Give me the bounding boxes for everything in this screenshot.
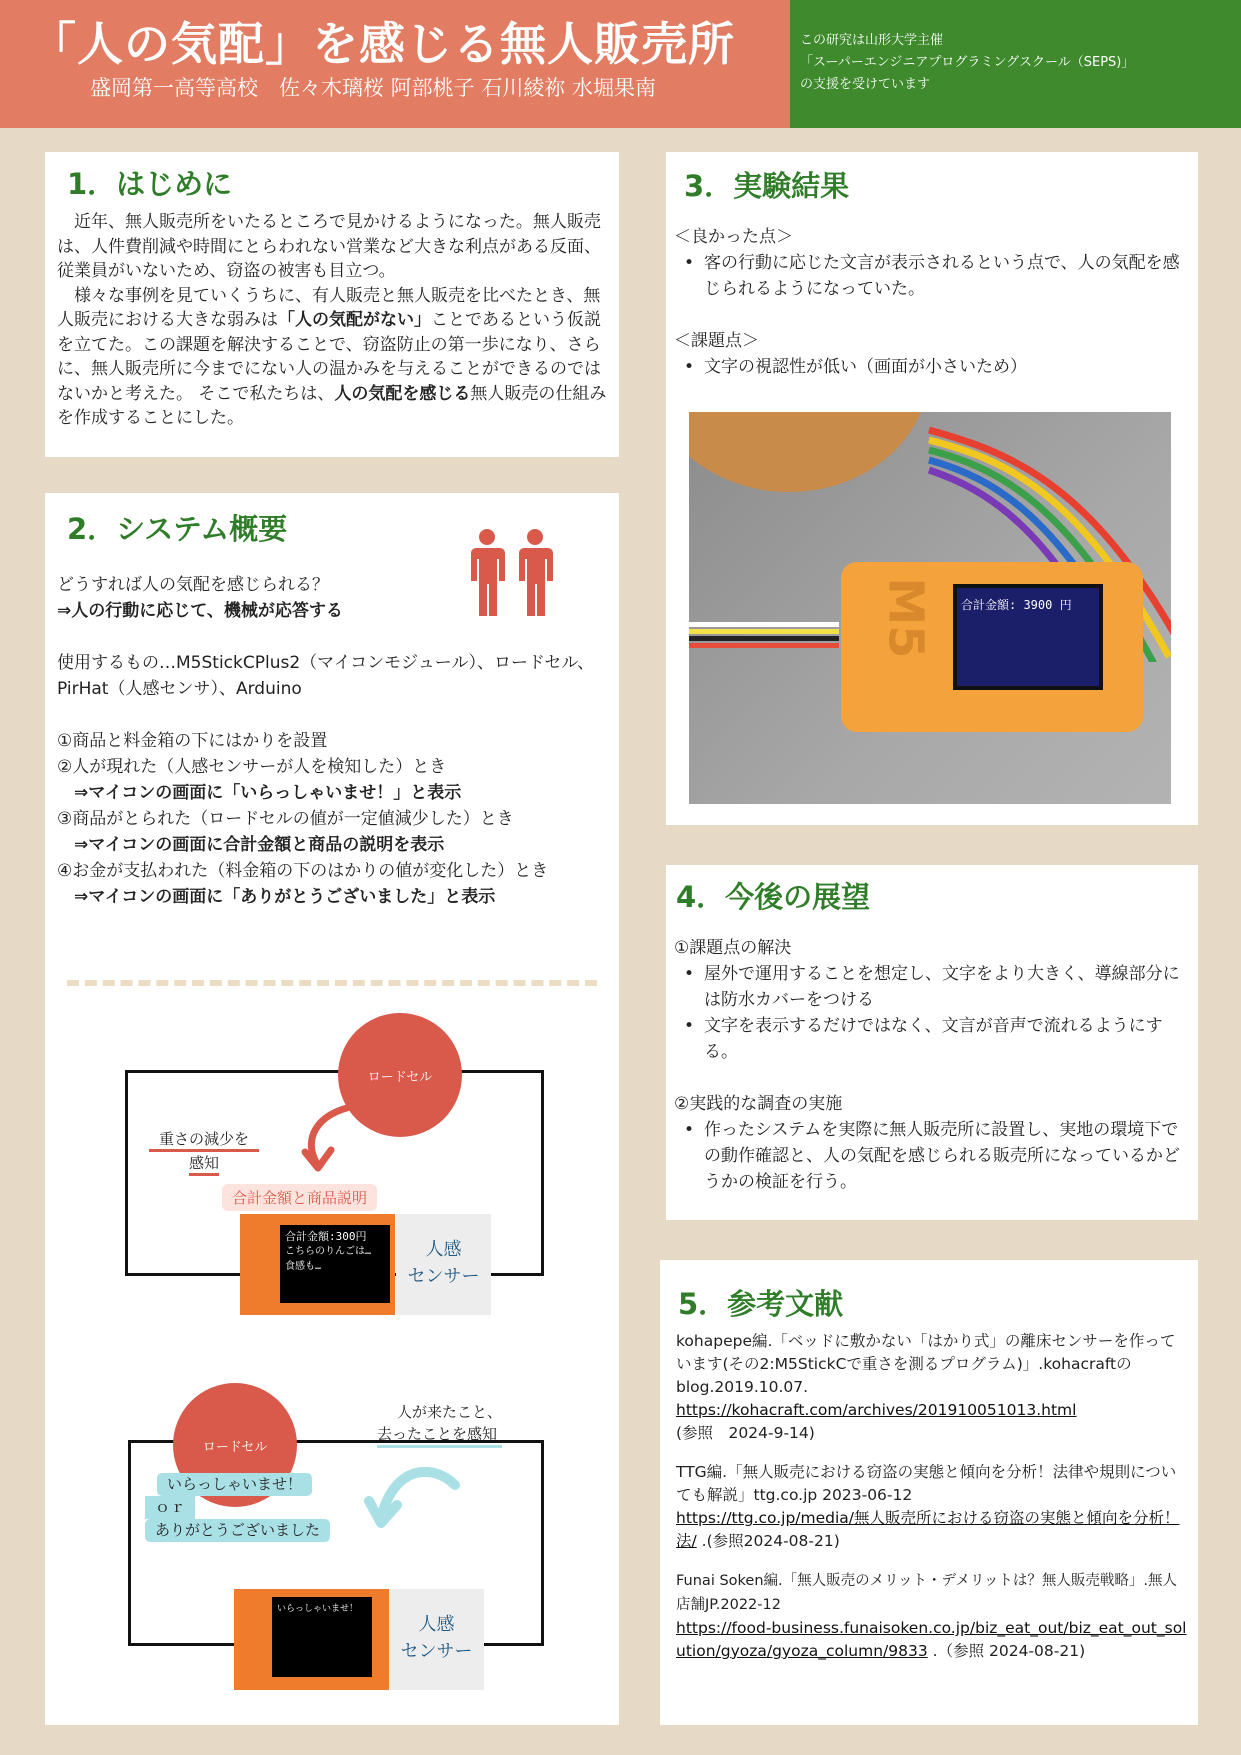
results-panel [666, 152, 1198, 825]
intro-paragraph-2: 様々な事例を見ていくうちに、有人販売と無人販売を比べたとき、無人販売における大きな弱みは「人の気配がない」ことであるという仮説を立てた。この課題を解決することで、窃盗防止の第一歩になり、さらに、無人販売所に今までにない人の温かみを与えることができるのではないかと考えた。 そこで私たちは、人の気配を感じる無人販売の仕組みを作成することにした。 [57, 285, 607, 428]
intro-title: 1．はじめに [67, 167, 233, 201]
cable [689, 622, 839, 648]
step-2: ②人が現れた（人感センサーが人を検知した）とき [57, 757, 447, 777]
good-point: • 客の行動に応じた文言が表示されるという点で、人の気配を感じられるようになっていた。 [684, 253, 1180, 299]
intro-body [57, 210, 607, 431]
loadcell-circle: ロードセル [338, 1013, 462, 1137]
future-point-3: • 作ったシステムを実際に無人販売所に設置し、実地の環境下での動作確認と、人の気配を感じられる販売所になっているかどうかの検証を行う。 [684, 1120, 1180, 1192]
m5-device-2 [234, 1589, 389, 1690]
future-panel [666, 865, 1198, 1220]
support-banner [790, 0, 1241, 128]
future-point-1: • 屋外で運用することを想定し、文字をより大きく、導線部分には防水カバーをつける [684, 964, 1180, 1010]
results-body [674, 224, 1189, 380]
reference-3-link[interactable]: https://food-business.funaisoken.co.jp/biz_eat_out/biz_eat_out_solution/gyoza/gyoza_column/9833 [676, 1619, 1187, 1660]
system-title: 2．システム概要 [67, 512, 288, 546]
references-title: 5．参考文献 [678, 1287, 844, 1321]
issue-heading: ＜課題点＞ [674, 331, 759, 351]
divider [67, 980, 597, 986]
m5stick-device [841, 562, 1143, 732]
support-line-3: の支援を受けています [800, 77, 931, 92]
reference-2: TTG編.「無人販売における窃盗の実態と傾向を分析！法律や規則についても解説」ttg.co.jp 2023-06-12 https://ttg.co.jp/media/無人販売所における窃盗の実態と傾向を分析！法/ .(参照2024-08-21) [676, 1463, 1180, 1550]
future-heading-2: ②実践的な調査の実施 [674, 1094, 843, 1114]
system-panel [45, 493, 619, 1725]
reference-3: Funai Soken編.「無人販売のメリット・デメリットは？無人販売戦略」.無人店舗JP.2022-12 https://food-business.funaisoken.co.jp/biz_eat_out/biz_eat_out_solution/gyoza/gyoza_column/9833 .（参照 2024-08-21) [676, 1573, 1187, 1660]
poster-title: 「人の気配」を感じる無人販売所 [30, 17, 735, 71]
m5-device [240, 1214, 395, 1315]
system-body [57, 572, 607, 910]
step-3-result: ⇒マイコンの画面に合計金額と商品の説明を表示 [57, 835, 445, 855]
future-body [674, 935, 1189, 1195]
reference-1-link[interactable]: https://kohacraft.com/archives/201910051013.html [676, 1401, 1077, 1419]
system-answer: ⇒人の行動に応じて、機械が応答する [57, 601, 343, 621]
step-1: ①商品と料金箱の下にはかりを設置 [57, 731, 328, 751]
system-uses: 使用するもの…M5StickCPlus2（マイコンモジュール）、ロードセル、PirHat（人感センサ）、Arduino [57, 653, 595, 699]
authors: 盛岡第一高等高校 佐々木璃桜 阿部桃子 石川綾祢 水堀果南 [90, 76, 657, 100]
m5-screen-2: いらっしゃいませ！ [272, 1597, 372, 1677]
diagram-2-label: いらっしゃいませ！ ｏｒ ありがとうございました [145, 1473, 330, 1542]
reference-1: kohapepe編.「ベッドに敷かない「はかり式」の離床センサーを作っています(その2:M5StickCで重さを測るプログラム)」.kohacraftのblog.2019.10.07. https://kohacraft.com/archives/201910051013.html (参照 2024-9-14) [676, 1332, 1176, 1442]
future-title: 4．今後の展望 [676, 880, 871, 914]
title-banner [0, 0, 790, 128]
good-heading: ＜良かった点＞ [674, 227, 793, 247]
motion-sensor-2: 人感 センサー [389, 1589, 484, 1690]
diagram-2-note: 人が来たこと、 去ったことを感知 [377, 1401, 502, 1448]
m5-logo: M5 [877, 577, 934, 659]
intro-panel [45, 152, 619, 457]
reference-2-link[interactable]: https://ttg.co.jp/media/無人販売所における窃盗の実態と傾向を分析！法/ [676, 1509, 1180, 1550]
references-body [676, 1330, 1188, 1663]
results-title: 3．実験結果 [684, 169, 850, 203]
m5stick-screen: 合計金額: 3900 円 [953, 584, 1103, 690]
step-4-result: ⇒マイコンの画面に「ありがとうございました」と表示 [57, 887, 496, 907]
m5-screen: 合計金額:300円 こちらのりんごは… 食感も… [280, 1225, 390, 1303]
motion-sensor: 人感 センサー [396, 1214, 491, 1315]
step-3: ③商品がとられた（ロードセルの値が一定値減少した）とき [57, 809, 514, 829]
curved-arrow-icon [285, 1100, 365, 1175]
intro-paragraph-1: 近年、無人販売所をいたるところで見かけるようになった。無人販売は、人件費削減や時間にとらわれない営業など大きな利点がある反面、従業員がいないため、窃盗の被害も目立つ。 [57, 212, 601, 281]
support-line-2: 「スーパーエンジニアプログラミングスクール（SEPS)」 [800, 55, 1135, 70]
diagram-1-note: 重さの減少を 感知 [149, 1128, 259, 1176]
curved-arrow-icon-2 [363, 1461, 463, 1531]
references-panel [660, 1260, 1198, 1725]
step-4: ④お金が支払われた（料金箱の下のはかりの値が変化した）とき [57, 861, 549, 881]
diagram-1-label: 合計金額と商品説明 [222, 1184, 377, 1211]
experiment-photo [689, 412, 1171, 804]
future-point-2: • 文字を表示するだけではなく、文言が音声で流れるようにする。 [684, 1016, 1163, 1062]
system-question: どうすれば人の気配を感じられる？ [57, 575, 329, 595]
loadcell-circle-2: ロードセル [173, 1383, 297, 1507]
step-2-result: ⇒マイコンの画面に「いらっしゃいませ！」と表示 [57, 783, 462, 803]
future-heading-1: ①課題点の解決 [674, 938, 792, 958]
support-line-1: この研究は山形大学主催 [800, 33, 944, 48]
issue-point: • 文字の視認性が低い（画面が小さいため） [684, 357, 1027, 377]
